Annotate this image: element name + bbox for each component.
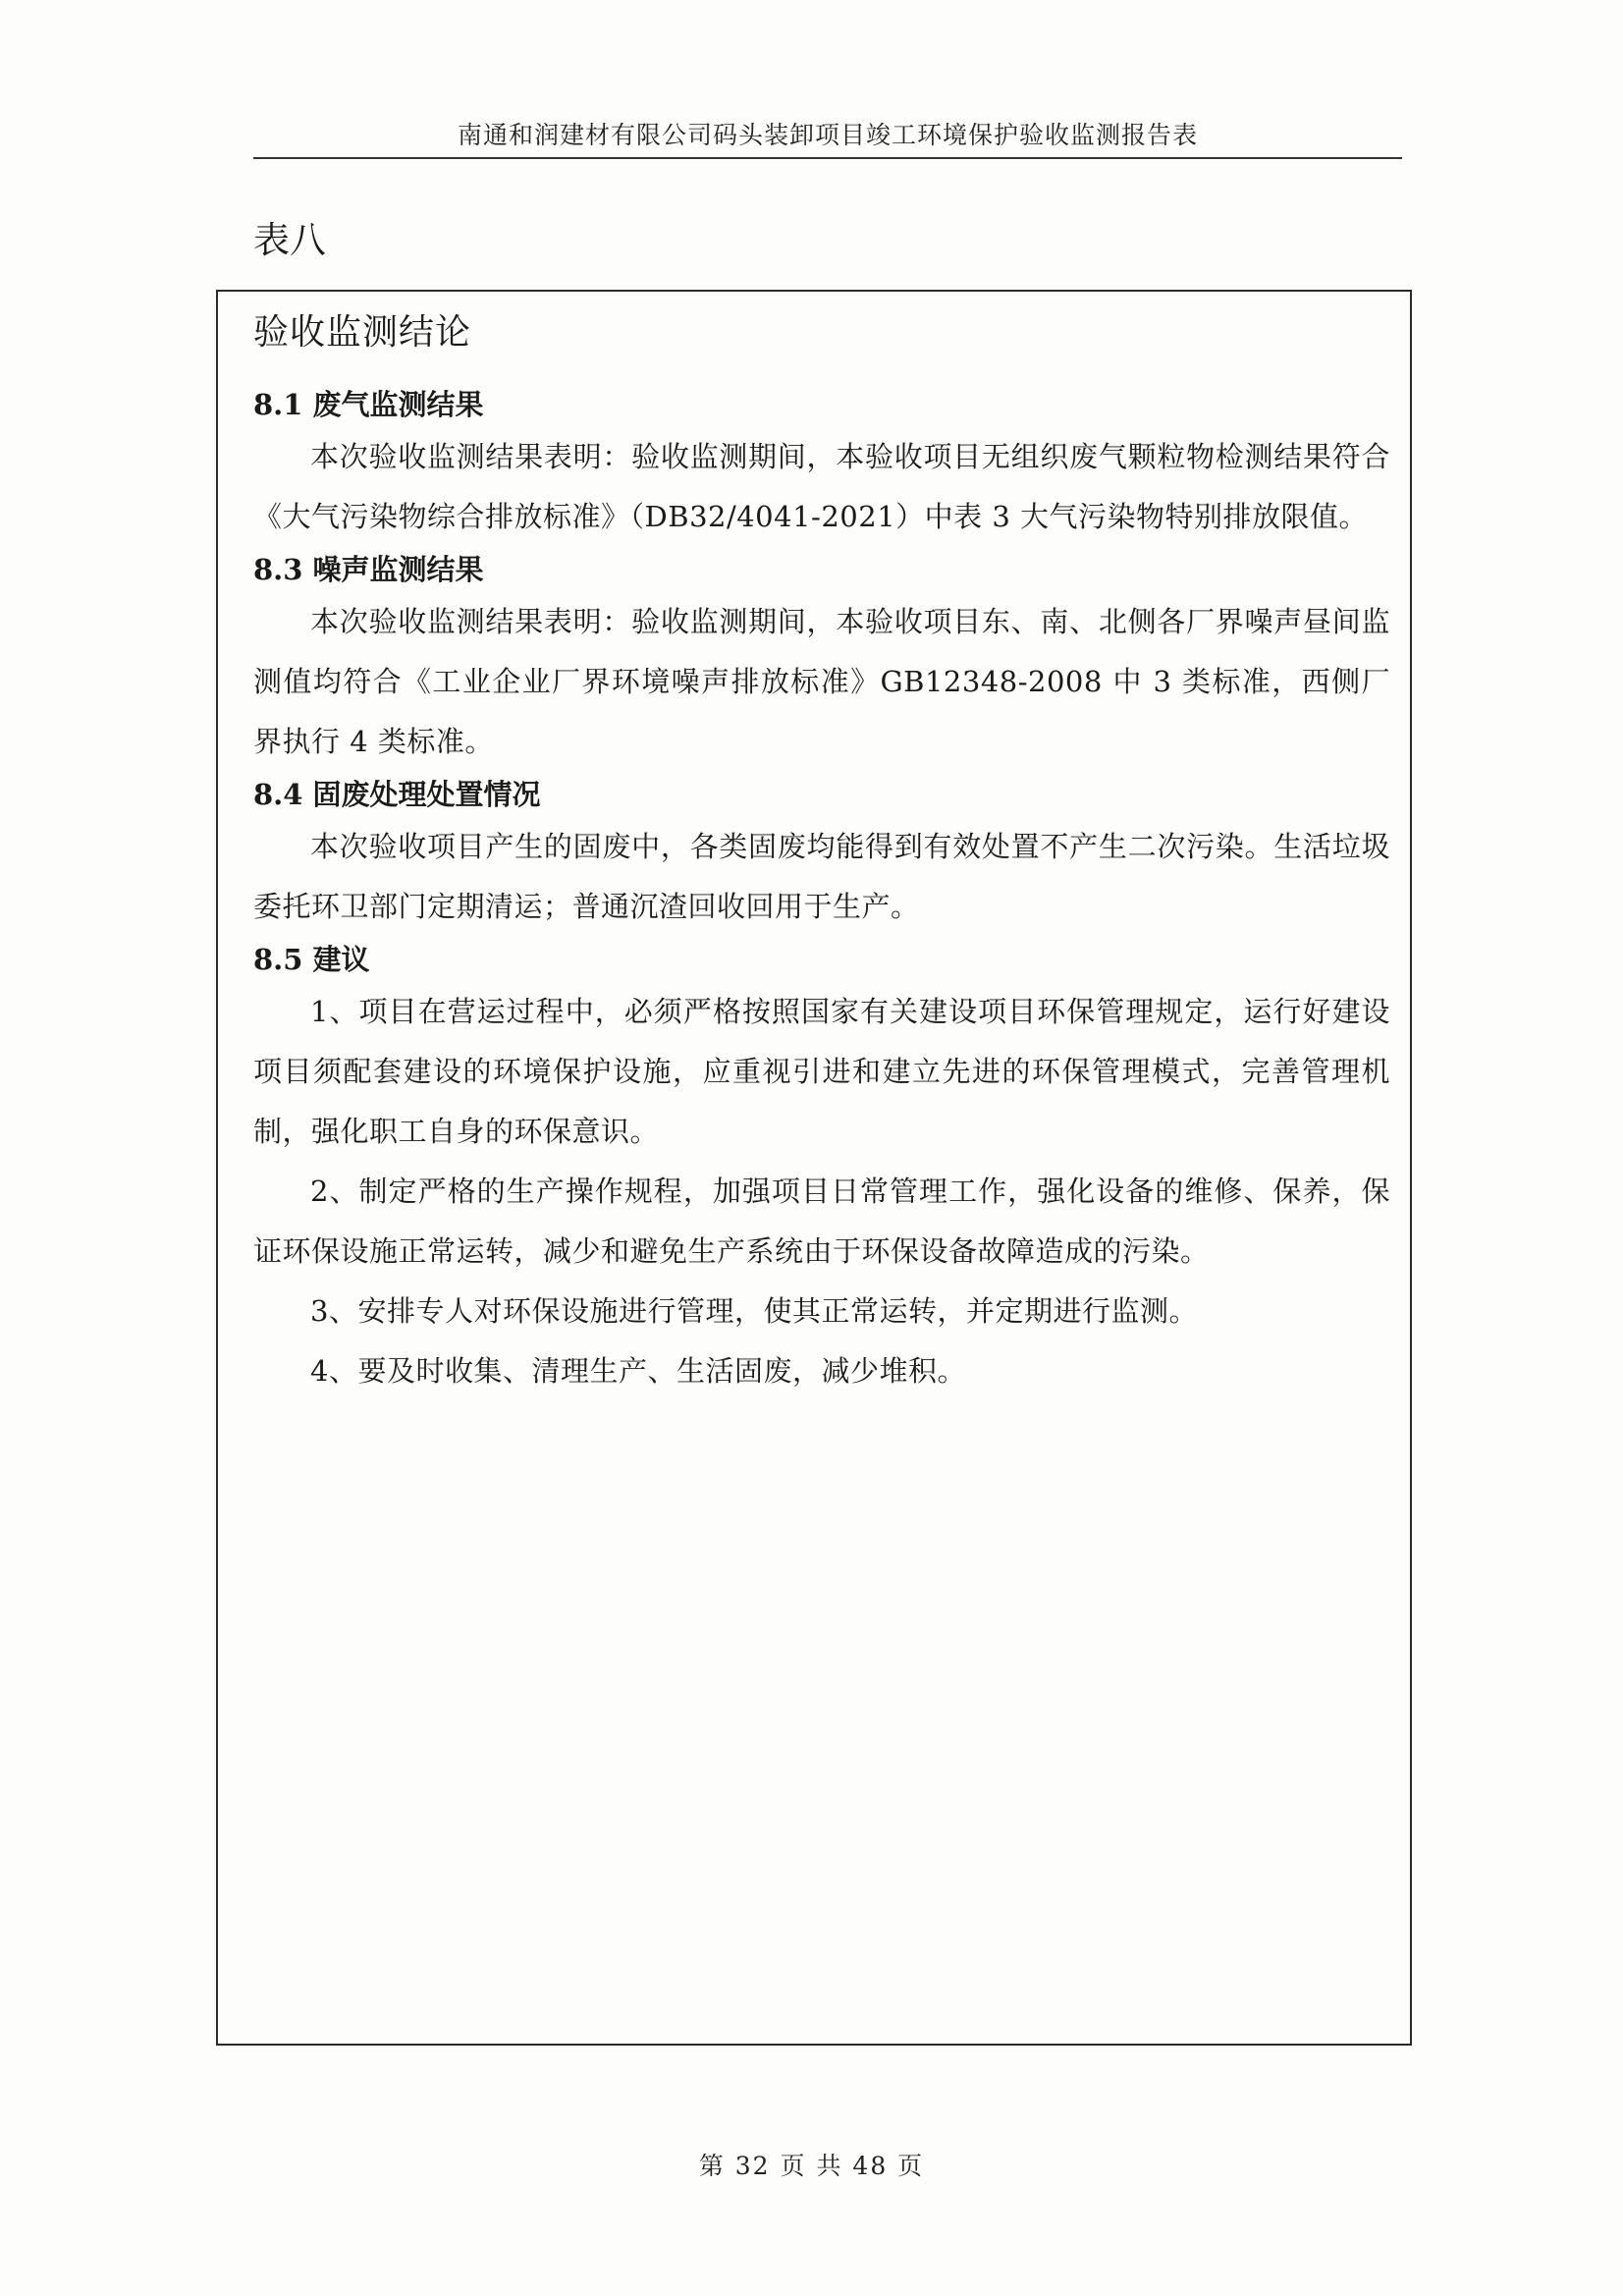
section-title: 验收监测结论 <box>253 312 472 353</box>
page-number: 第 32 页 共 48 页 <box>698 2152 925 2180</box>
conclusion-content <box>253 305 1390 1401</box>
block-exhaust-gas <box>253 382 1390 547</box>
suggestion-item-3: 3、安排专人对环保设施进行管理，使其正常运转，并定期进行监测。 <box>310 1294 1198 1328</box>
paragraph-exhaust-gas: 本次验收监测结果表明：验收监测期间，本验收项目无组织废气颗粒物检测结果符合《大气污染物综合排放标准》（DB32/4041-2021）中表 3 大气污染物特别排放限值。 <box>253 440 1390 533</box>
page-header-title: 南通和润建材有限公司码头装卸项目竣工环境保护验收监测报告表 <box>457 121 1198 149</box>
block-suggestions <box>253 937 1390 1401</box>
suggestion-item-2: 2、制定严格的生产操作规程，加强项目日常管理工作，强化设备的维修、保养，保证环保设施正常运转，减少和避免生产系统由于环保设备故障造成的污染。 <box>253 1175 1390 1268</box>
suggestion-item-4: 4、要及时收集、清理生产、生活固废，减少堆积。 <box>310 1354 966 1388</box>
heading-exhaust-gas: 8.1 废气监测结果 <box>253 388 484 421</box>
heading-solid-waste: 8.4 固废处理处置情况 <box>253 778 541 811</box>
paragraph-noise: 本次验收监测结果表明：验收监测期间，本验收项目东、南、北侧各厂界噪声昼间监测值均符合《工业企业厂界环境噪声排放标准》GB12348-2008 中 3 类标准，西侧厂界执行 4 类标准。 <box>253 605 1390 758</box>
block-noise <box>253 547 1390 772</box>
table-label: 表八 <box>253 219 326 261</box>
suggestion-item-1: 1、项目在营运过程中，必须严格按照国家有关建设项目环保管理规定，运行好建设项目须配套建设的环境保护设施，应重视引进和建立先进的环保管理模式，完善管理机制，强化职工自身的环保意识。 <box>253 995 1390 1148</box>
paragraph-solid-waste: 本次验收项目产生的固废中，各类固废均能得到有效处置不产生二次污染。生活垃圾委托环卫部门定期清运；普通沉渣回收回用于生产。 <box>253 830 1390 923</box>
header-divider <box>253 157 1402 159</box>
block-solid-waste <box>253 772 1390 937</box>
heading-suggestions: 8.5 建议 <box>253 943 370 976</box>
heading-noise: 8.3 噪声监测结果 <box>253 553 484 586</box>
conclusion-box <box>216 290 1412 2046</box>
